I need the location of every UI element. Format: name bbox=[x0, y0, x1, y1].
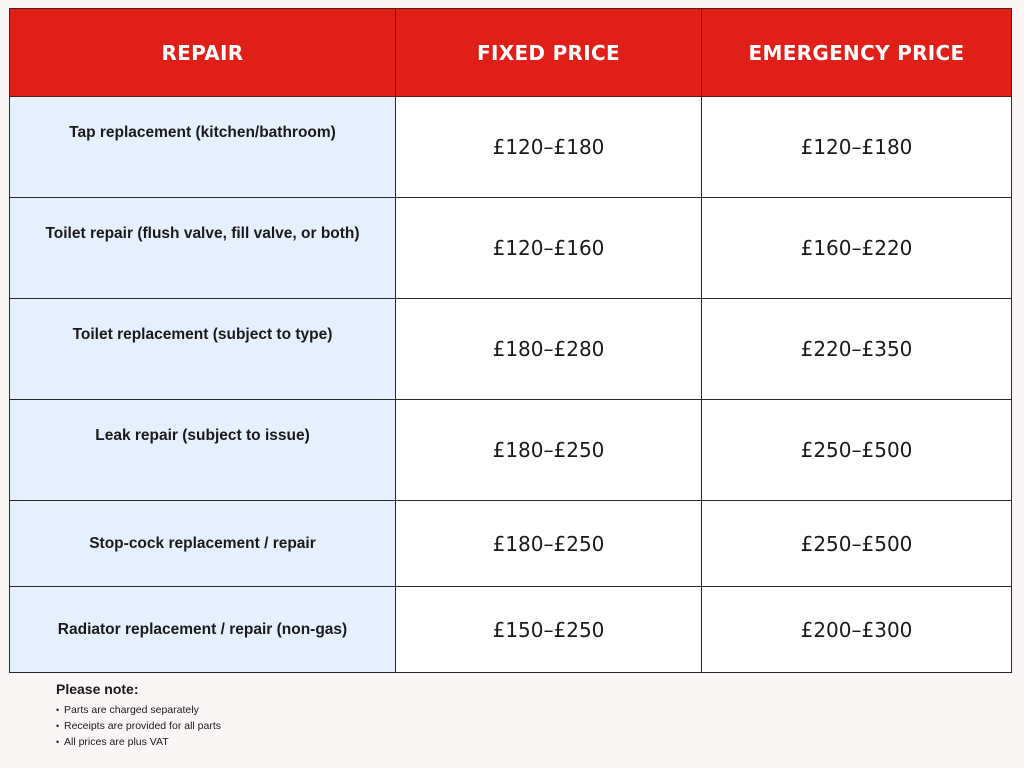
notes-list bbox=[56, 702, 221, 750]
table-row bbox=[10, 587, 1012, 673]
fixed-price-cell: £180–£280 bbox=[396, 299, 702, 400]
bullet-icon: • bbox=[56, 705, 60, 715]
repair-cell: Toilet replacement (subject to type) bbox=[10, 299, 396, 400]
fixed-price-cell: £120–£180 bbox=[396, 97, 702, 198]
repair-cell: Radiator replacement / repair (non-gas) bbox=[10, 587, 396, 673]
list-item bbox=[56, 702, 221, 718]
repair-cell: Stop-cock replacement / repair bbox=[10, 501, 396, 587]
emergency-price-cell: £220–£350 bbox=[702, 299, 1012, 400]
note-text: Receipts are provided for all parts bbox=[64, 720, 221, 732]
note-text: Parts are charged separately bbox=[64, 704, 199, 716]
repair-cell: Leak repair (subject to issue) bbox=[10, 400, 396, 501]
fixed-price-cell: £180–£250 bbox=[396, 501, 702, 587]
fixed-price-cell: £120–£160 bbox=[396, 198, 702, 299]
header-fixed-price: FIXED PRICE bbox=[396, 9, 702, 97]
fixed-price-cell: £180–£250 bbox=[396, 400, 702, 501]
emergency-price-cell: £250–£500 bbox=[702, 501, 1012, 587]
table-row bbox=[10, 299, 1012, 400]
header-emergency-price: EMERGENCY PRICE bbox=[702, 9, 1012, 97]
emergency-price-cell: £250–£500 bbox=[702, 400, 1012, 501]
table-row bbox=[10, 198, 1012, 299]
bullet-icon: • bbox=[56, 721, 60, 731]
repair-cell: Tap replacement (kitchen/bathroom) bbox=[10, 97, 396, 198]
list-item bbox=[56, 734, 221, 750]
emergency-price-cell: £200–£300 bbox=[702, 587, 1012, 673]
table-row bbox=[10, 97, 1012, 198]
repair-cell: Toilet repair (flush valve, fill valve, or both) bbox=[10, 198, 396, 299]
table-row bbox=[10, 400, 1012, 501]
bullet-icon: • bbox=[56, 737, 60, 747]
fixed-price-cell: £150–£250 bbox=[396, 587, 702, 673]
emergency-price-cell: £120–£180 bbox=[702, 97, 1012, 198]
price-table bbox=[9, 8, 1012, 673]
emergency-price-cell: £160–£220 bbox=[702, 198, 1012, 299]
notes-section bbox=[56, 681, 221, 750]
table-row bbox=[10, 501, 1012, 587]
note-text: All prices are plus VAT bbox=[64, 736, 169, 748]
header-repair: REPAIR bbox=[10, 9, 396, 97]
list-item bbox=[56, 718, 221, 734]
header-row bbox=[10, 9, 1012, 97]
notes-title: Please note: bbox=[56, 681, 139, 697]
